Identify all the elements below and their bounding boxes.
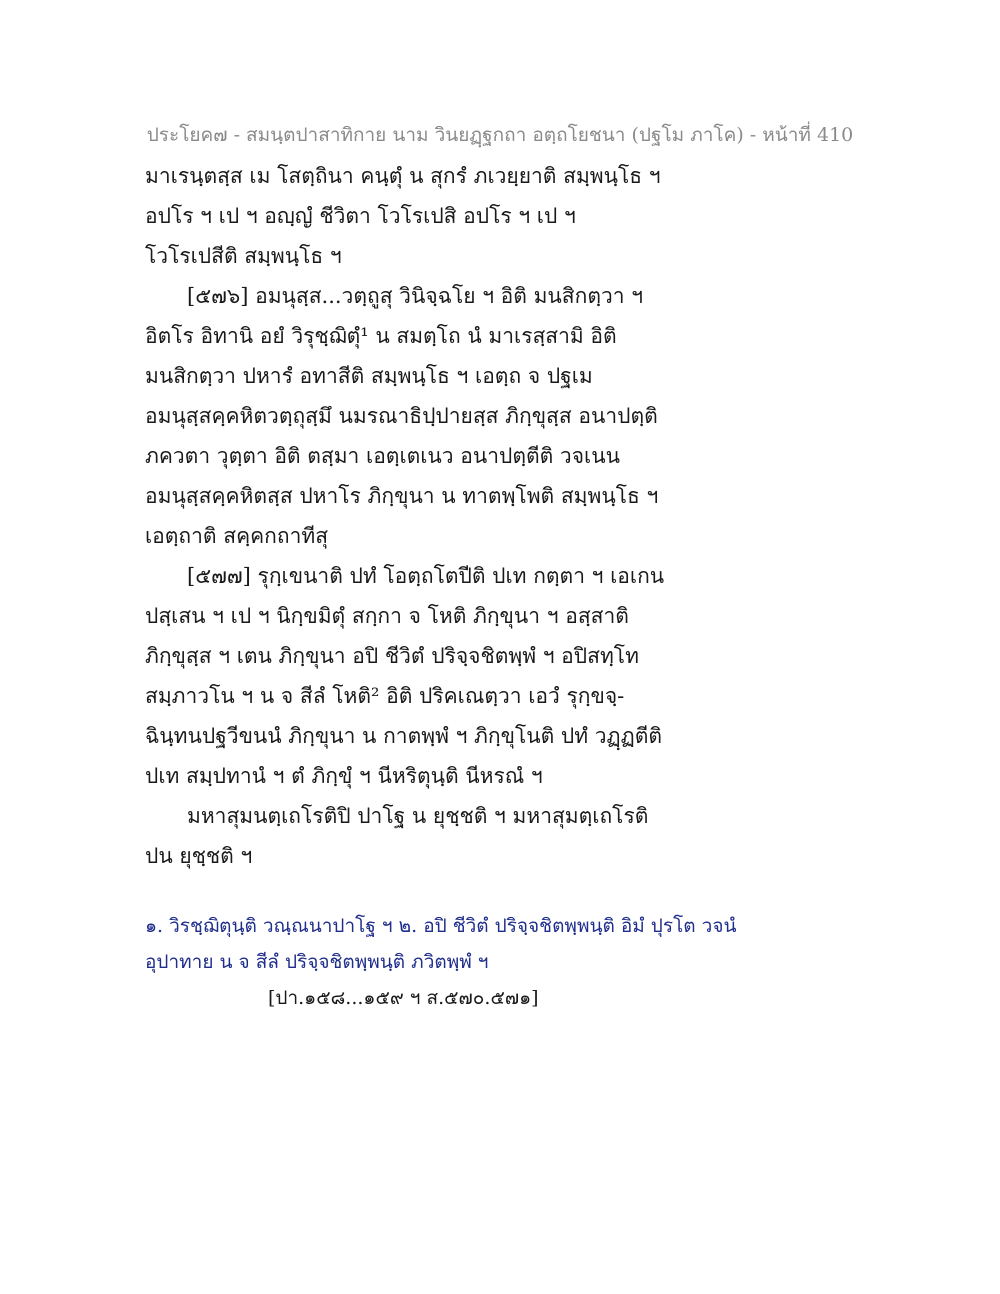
- body-text: [145, 156, 845, 876]
- text-line: อปโร ฯ เป ฯ อญฺญํ ชีวิตา โวโรเปสิ อปโร ฯ เป ฯ: [145, 204, 576, 228]
- paragraph-576-start: [๕๗๖] อมนุสฺส...วตฺถูสุ วินิจฺฉโย ฯ อิติ มนสิกตฺวา ฯ: [187, 284, 644, 308]
- text-line: สมฺภาวโน ฯ น จ สีลํ โหติ² อิติ ปริคเณตฺวา เอวํ รุกฺขจฺ-: [145, 684, 625, 708]
- text-line: ปสฺเสน ฯ เป ฯ นิกฺขมิตุํ สกฺกา จ โหติ ภิกฺขุนา ฯ อสฺสาติ: [145, 604, 629, 628]
- text-line: ภิกฺขุสฺส ฯ เตน ภิกฺขุนา อปิ ชีวิตํ ปริจฺจชิตพฺพํ ฯ อปิสทฺโท: [145, 644, 639, 668]
- text-line: โวโรเปสีติ สมฺพนฺโธ ฯ: [145, 244, 342, 268]
- page-header: ประโยค๗ - สมนฺตปาสาทิกาย นาม วินยฏฺฐกถา อตฺถโยชนา (ปฐโม ภาโค) - หน้าที่ 410: [146, 124, 854, 146]
- text-line: ปน ยุชฺชติ ฯ: [145, 844, 253, 868]
- text-line: เอตฺถาติ สคฺคกถาทีสุ: [145, 524, 329, 548]
- text-line: มาเรนฺตสฺส เม โสตฺถินา คนฺตุํ น สุกรํ ภเวยฺยาติ สมฺพนฺโธ ฯ: [145, 164, 661, 188]
- paragraph-start: มหาสุมนตฺเถโรติปิ ปาโฐ น ยุชฺชติ ฯ มหาสุมตฺเถโรติ: [187, 804, 649, 828]
- text-line: ปเท สมฺปทานํ ฯ ตํ ภิกฺขุํ ฯ นีหริตุนฺติ นีหรณํ ฯ: [145, 764, 543, 788]
- page-reference: [ปา.๑๕๘...๑๕๙ ฯ ส.๕๗๐.๕๗๑]: [268, 987, 539, 1009]
- text-line: อมนุสฺสคฺคหิตสฺส ปหาโร ภิกฺขุนา น ทาตพฺโพติ สมฺพนฺโธ ฯ: [145, 484, 659, 508]
- footnote-line-2: อุปาทาย น จ สีลํ ปริจฺจชิตพฺพนฺติ ภวิตพฺพํ ฯ: [145, 951, 489, 973]
- paragraph-577-start: [๕๗๗] รุกฺเขนาติ ปทํ โอตฺถโตปีติ ปเท กตฺตา ฯ เอเกน: [187, 564, 665, 588]
- text-line: ฉินฺทนปฐวีขนนํ ภิกฺขุนา น กาตพฺพํ ฯ ภิกฺขุโนติ ปทํ วฏฺฏตีติ: [145, 724, 663, 748]
- footnote-line-1: ๑. วิรชฺฌิตุนฺติ วณฺณนาปาโฐ ฯ ๒. อปิ ชีวิตํ ปริจฺจชิตพฺพนฺติ อิมํ ปุรโต วจนํ: [145, 915, 737, 937]
- text-line: ภควตา วุตฺตา อิติ ตสฺมา เอตฺเตเนว อนาปตฺตีติ วจเนน: [145, 444, 620, 468]
- text-line: มนสิกตฺวา ปหารํ อทาสีติ สมฺพนฺโธ ฯ เอตฺถ จ ปฐเม: [145, 364, 593, 388]
- text-line: อมนุสฺสคฺคหิตวตฺถุสฺมึ นมรณาธิปฺปายสฺส ภิกฺขุสฺส อนาปตฺติ: [145, 404, 658, 428]
- text-line: อิตโร อิทานิ อยํ วิรุชฺฌิตุํ¹ น สมตฺโถ นํ มาเรสฺสามิ อิติ: [145, 324, 617, 348]
- footnotes: [145, 908, 845, 1016]
